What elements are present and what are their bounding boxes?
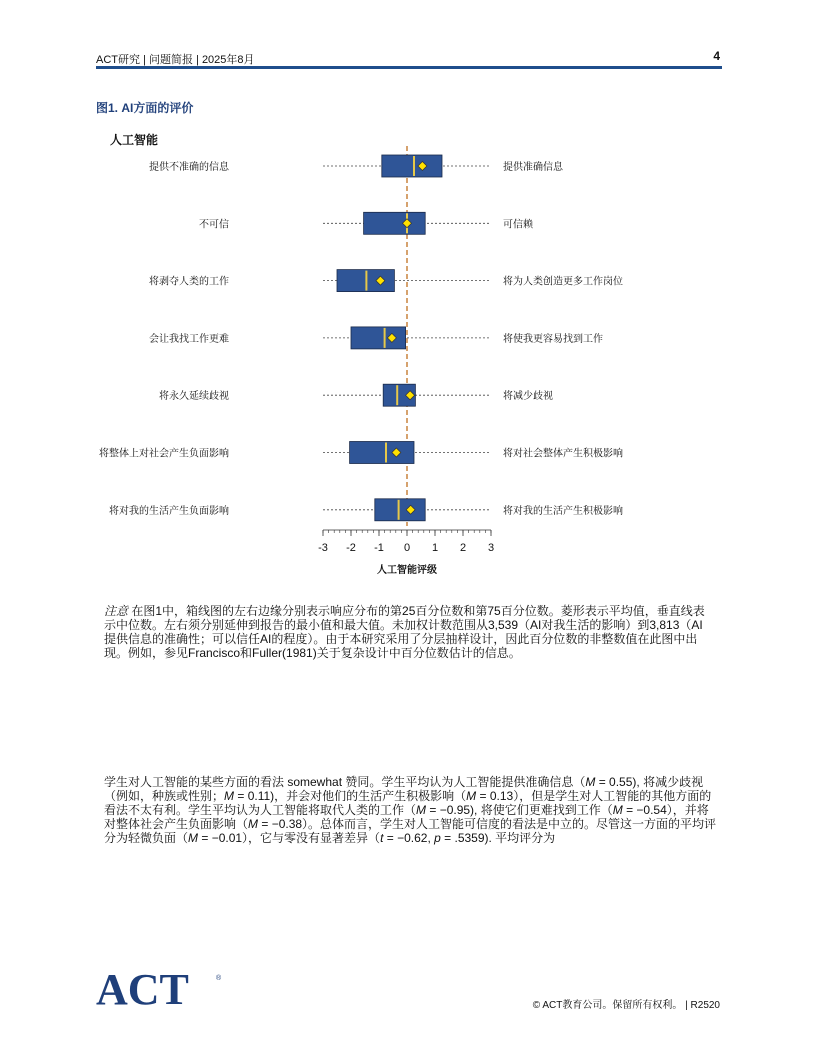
body-paragraph <box>104 775 720 845</box>
left-label: 将整体上对社会产生负面影响 <box>99 448 229 460</box>
logo-registered: ® <box>216 975 222 982</box>
header-rule <box>96 66 722 69</box>
stat-symbol: M <box>416 803 427 817</box>
stat-symbol: M <box>224 789 235 803</box>
stat-symbol: M <box>248 817 259 831</box>
note-label: 注意 <box>104 604 129 618</box>
x-tick-label: 1 <box>431 542 439 554</box>
boxplot-chart <box>96 126 722 586</box>
body-seg: = −0.62, <box>383 831 435 845</box>
left-label: 提供不准确的信息 <box>149 162 229 173</box>
stat-symbol: M <box>188 831 199 845</box>
x-tick-label: 2 <box>459 542 467 554</box>
x-tick-label: 3 <box>487 542 495 554</box>
stat-symbol: t <box>380 831 384 845</box>
body-seg: = .5359). 平均评分为 <box>440 831 556 845</box>
boxplot-svg <box>96 126 722 586</box>
stat-symbol: M <box>466 789 477 803</box>
act-logo <box>96 968 226 1013</box>
x-tick-label: -2 <box>346 542 356 554</box>
right-label: 将为人类创造更多工作岗位 <box>503 276 623 288</box>
body-seg: = −0.54），并将对整体社会产生负面影响（ <box>104 803 709 831</box>
footer-copyright: © ACT教育公司。保留所有权利。 | R2520 <box>532 1000 720 1011</box>
x-tick-label: -3 <box>318 542 328 554</box>
body-seg: = −0.01），它与零没有显著差异（ <box>198 831 381 845</box>
body-seg: 学生对人工智能的某些方面的看法 somewhat 赞同。学生平均认为人工智能提供准确信息（ <box>104 775 586 789</box>
left-label: 将对我的生活产生负面影响 <box>109 505 229 517</box>
figure-title: 图1. AI方面的评价 <box>96 101 194 115</box>
box-iqr <box>351 327 406 349</box>
body-seg: = 0.11)，并会对他们的生活产生积极影响（ <box>234 789 467 803</box>
right-label: 可信赖 <box>503 219 533 231</box>
left-label: 不可信 <box>199 219 229 231</box>
page-number: 4 <box>713 49 720 63</box>
right-label: 将对我的生活产生积极影响 <box>503 505 623 517</box>
box-iqr <box>375 499 425 521</box>
box-iqr <box>382 155 442 177</box>
x-tick-label: -1 <box>374 542 384 554</box>
body-seg: = −0.95), 将使它们更难找到工作（ <box>426 803 613 817</box>
box-iqr <box>350 442 414 464</box>
note-text: 在图1中，箱线图的左右边缘分别表示响应分布的第25百分位数和第75百分位数。菱形表示平均值，垂直线表示中位数。左右须分别延伸到报告的最小值和最大值。未加权计数范围从3,539（AI对我生活的影响）到3,813（AI提供信息的准确性；可以信任AI的程度）。由于本研究采用了分层抽样设计，因此百分位数的非整数值在此图中出现。例如，参见Francisco和Fuller(1981)关于复杂设计中百分位数估计的信息。 <box>104 604 705 660</box>
body-seg: = 0.55), 将减少歧视（例如，种族或性别； <box>104 775 704 803</box>
act-logo-svg <box>96 968 226 1008</box>
header-title: ACT研究 | 问题简报 | 2025年8月 <box>96 54 255 66</box>
right-label: 将减少歧视 <box>503 391 553 403</box>
figure-note <box>104 604 714 660</box>
stat-symbol: p <box>434 831 441 845</box>
page-header <box>96 49 722 67</box>
stat-symbol: M <box>585 775 596 789</box>
logo-wordmark: ACT <box>96 968 189 1008</box>
body-seg: = 0.13），但是学生对人工智能的其他方面的看法不太有利。学生平均认为人工智能将取代人类的工作（ <box>104 789 712 817</box>
stat-symbol: M <box>612 803 623 817</box>
chart-title: 人工智能 <box>110 133 159 147</box>
right-label: 提供准确信息 <box>503 162 563 173</box>
left-label: 会让我找工作更难 <box>149 333 229 345</box>
right-label: 将对社会整体产生积极影响 <box>503 448 623 460</box>
left-label: 将剥夺人类的工作 <box>149 276 229 288</box>
box-iqr <box>364 212 426 234</box>
left-label: 将永久延续歧视 <box>159 391 229 403</box>
body-seg: = −0.38）。总体而言，学生对人工智能可信度的看法是中立的。尽管这一方面的平均评分为轻微负面（ <box>104 817 717 845</box>
right-label: 将使我更容易找到工作 <box>503 333 603 345</box>
x-tick-label: 0 <box>403 542 411 554</box>
x-axis-label: 人工智能评级 <box>377 565 437 576</box>
